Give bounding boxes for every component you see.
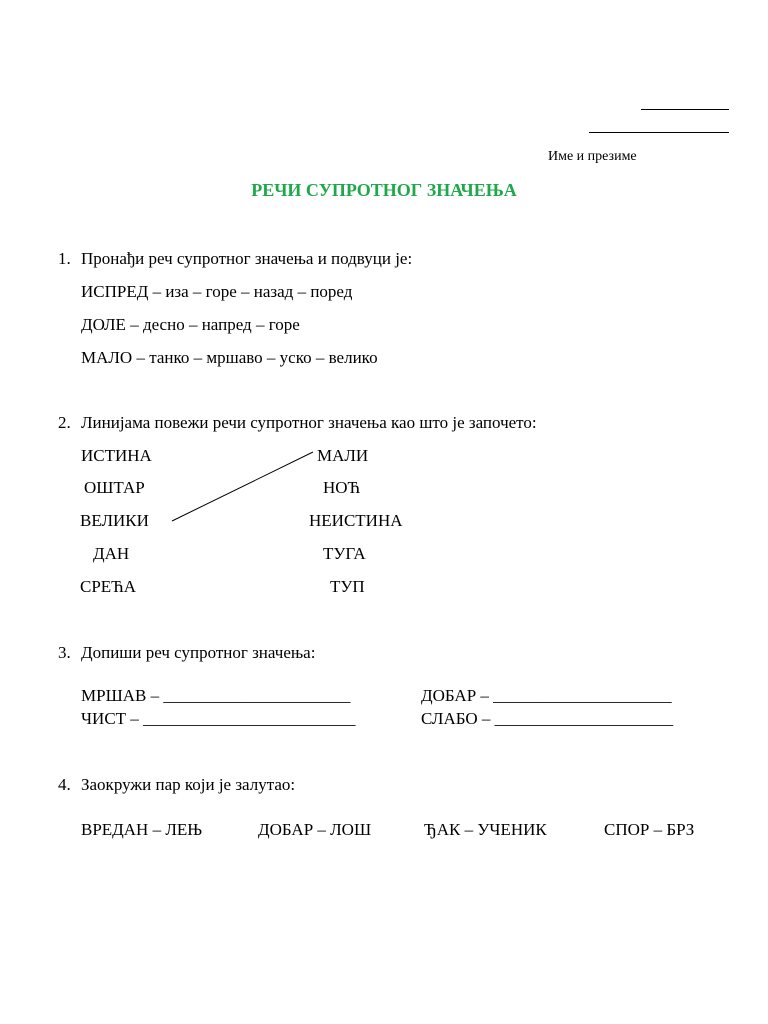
task2-instruction: Линијама повежи речи супротног значења као што је започето: xyxy=(81,413,537,432)
task3-number: 3. xyxy=(58,643,71,662)
match-right-word: ТУГА xyxy=(323,544,366,563)
word-pair: ДОБАР – ЛОШ xyxy=(258,820,372,839)
task1-instruction: Пронађи реч супротног значења и подвуци је: xyxy=(81,249,413,268)
name-label: Име и презиме xyxy=(548,149,637,164)
task1-row: МАЛО – танко – мршаво – уско – велико xyxy=(81,348,378,367)
word-pair: ВРЕДАН – ЛЕЊ xyxy=(81,820,203,839)
fill-in-item: ЧИСТ – _________________________ xyxy=(81,709,356,728)
fill-in-item: ДОБАР – _____________________ xyxy=(421,686,672,705)
task2-number: 2. xyxy=(58,413,71,432)
match-right-word: ТУП xyxy=(330,577,365,596)
word-pair: ЂАК – УЧЕНИК xyxy=(424,820,547,839)
match-left-word: СРЕЋА xyxy=(80,577,137,596)
task1-row: ДОЛЕ – десно – напред – горе xyxy=(81,315,300,334)
task1-number: 1. xyxy=(58,249,71,268)
fill-in-item: СЛАБО – _____________________ xyxy=(421,709,674,728)
match-left-word: ОШТАР xyxy=(84,478,145,497)
task4-number: 4. xyxy=(58,775,71,794)
match-left-word: ВЕЛИКИ xyxy=(80,511,149,530)
page-title: РЕЧИ СУПРОТНОГ ЗНАЧЕЊА xyxy=(251,180,517,200)
match-right-word: НОЋ xyxy=(323,478,361,497)
task4-instruction: Заокружи пар који је залутао: xyxy=(81,775,296,794)
task1-row: ИСПРЕД – иза – горе – назад – поред xyxy=(81,282,353,301)
task3-instruction: Допиши реч супротног значења: xyxy=(81,643,316,662)
match-right-word: НЕИСТИНА xyxy=(309,511,403,530)
match-left-word: ИСТИНА xyxy=(81,446,152,465)
match-right-word: МАЛИ xyxy=(317,446,369,465)
match-left-word: ДАН xyxy=(93,544,130,563)
fill-in-item: МРШАВ – ______________________ xyxy=(81,686,351,705)
word-pair: СПОР – БРЗ xyxy=(604,820,695,839)
